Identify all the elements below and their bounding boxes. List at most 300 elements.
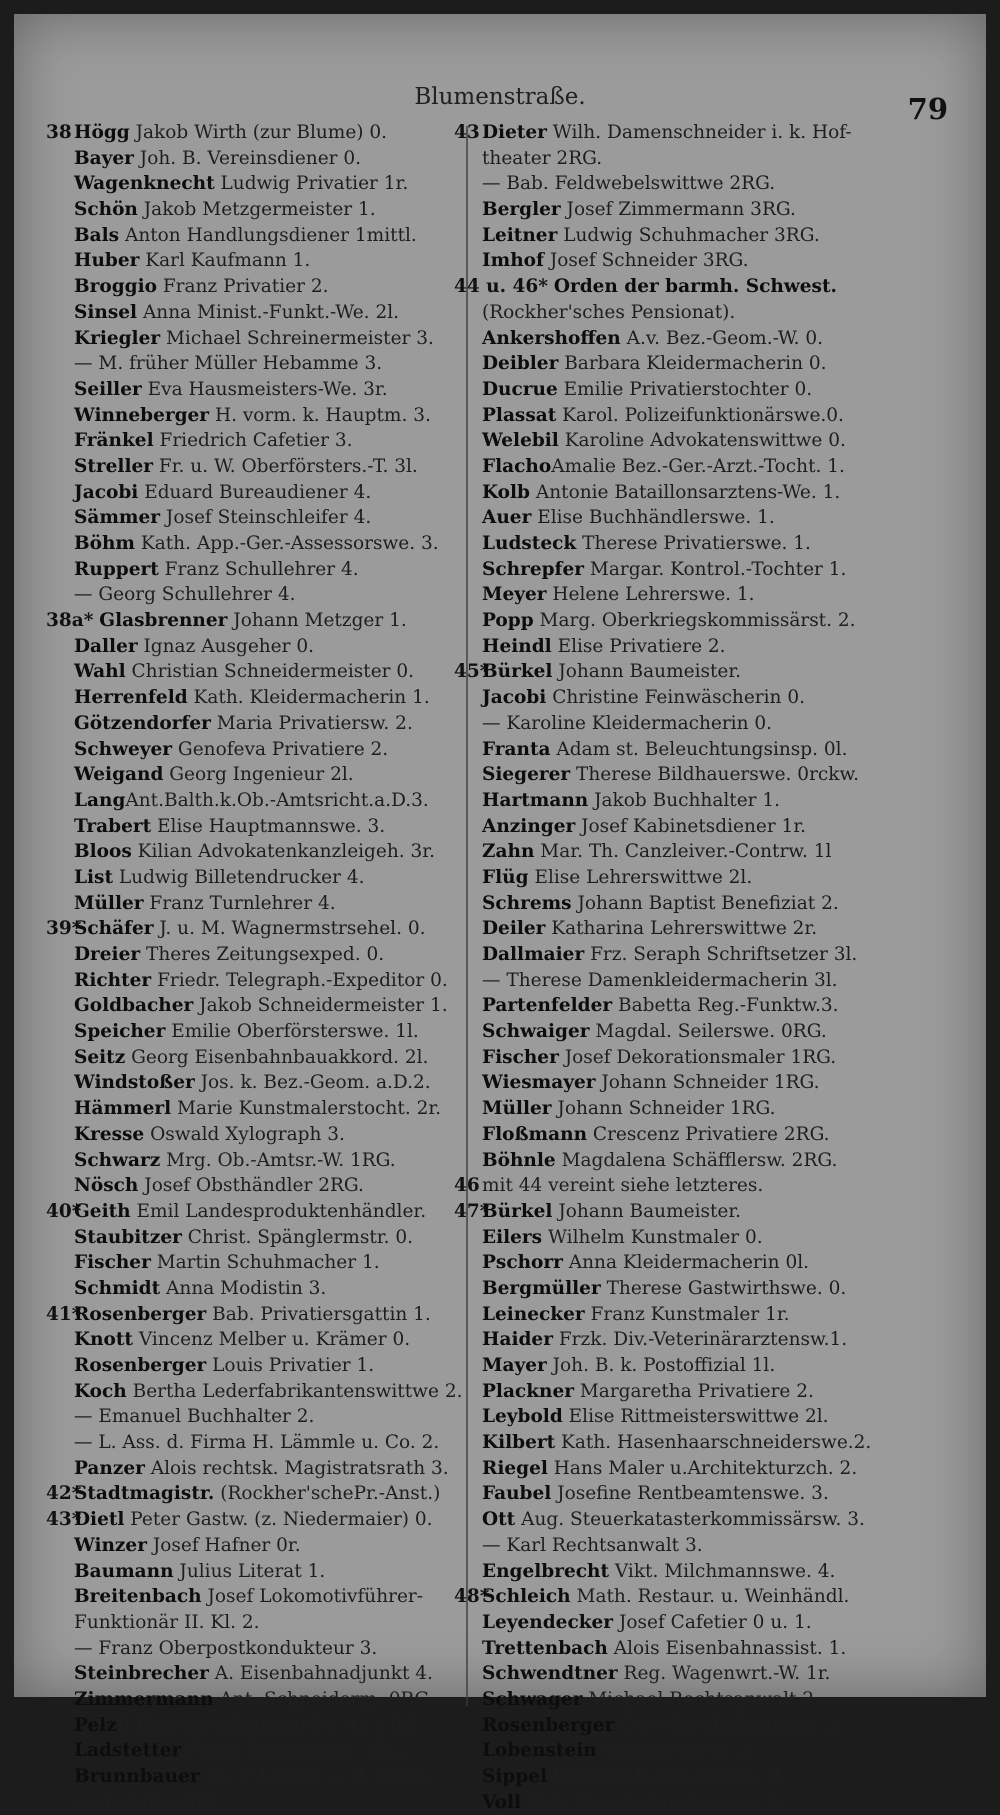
resident-details: Eduard Bureaudiener 4. bbox=[138, 481, 372, 503]
resident-surname: Speicher bbox=[74, 1021, 166, 1043]
resident-details: Kath. Kleidermacherin 1. bbox=[187, 687, 430, 709]
resident-surname: Dreier bbox=[74, 944, 141, 965]
resident-surname: Jacobi bbox=[482, 687, 547, 709]
resident-surname: Pschorr bbox=[482, 1252, 563, 1274]
directory-entry bbox=[454, 608, 944, 634]
directory-entry bbox=[454, 711, 944, 737]
directory-entry bbox=[454, 248, 944, 274]
resident-details: Frzk. Div.-Veterinärarztensw.1. bbox=[552, 1329, 848, 1351]
directory-entry bbox=[46, 814, 470, 840]
directory-entry bbox=[454, 1353, 944, 1379]
resident-surname: Flacho bbox=[482, 455, 552, 477]
resident-details: Antonie Bataillonsarztens-We. 1. bbox=[529, 481, 841, 503]
resident-surname: Schwaiger bbox=[482, 1021, 590, 1043]
resident-surname: Haider bbox=[482, 1329, 553, 1351]
directory-entry bbox=[454, 634, 944, 660]
directory-entry bbox=[46, 403, 470, 429]
resident-surname: Bals bbox=[74, 224, 120, 246]
directory-entry bbox=[46, 865, 470, 891]
resident-details: Amalie Bez.-Ger.-Arzt.-Tocht. 1. bbox=[551, 455, 845, 477]
resident-surname: Wahl bbox=[74, 661, 126, 683]
house-number: 48* bbox=[454, 1586, 490, 1608]
resident-details: Kath. App.-Ger.-Assessorswe. 3. bbox=[135, 533, 439, 554]
resident-surname: Winzer bbox=[74, 1534, 147, 1556]
directory-entry bbox=[46, 1096, 470, 1122]
resident-surname: Schrepfer bbox=[482, 558, 585, 580]
resident-surname: Riegel bbox=[482, 1457, 548, 1479]
resident-surname: Ankershoffen bbox=[482, 327, 621, 349]
directory-entry bbox=[454, 1173, 944, 1199]
resident-surname: Ladstetter bbox=[74, 1740, 182, 1762]
resident-details: Vikt. Milchmannswe. 4. bbox=[609, 1560, 836, 1582]
directory-entry bbox=[454, 1404, 944, 1430]
resident-details: Oswald Xylograph 3. bbox=[144, 1123, 345, 1145]
resident-surname: Hartmann bbox=[482, 789, 589, 811]
resident-surname: Meyer bbox=[482, 584, 547, 606]
resident-details: Ludwig Schuhmacher 3RG. bbox=[557, 224, 820, 246]
directory-entry bbox=[46, 120, 470, 146]
directory-entry bbox=[46, 1404, 470, 1430]
resident-surname: Bayer bbox=[74, 147, 134, 169]
house-number: 46 bbox=[454, 1175, 480, 1197]
resident-surname: Mayer bbox=[482, 1355, 547, 1376]
resident-details: Anna Minist.-Funkt.-We. 2l. bbox=[137, 301, 400, 323]
resident-details: J. u. M. Wagnermstrsehel. 0. bbox=[153, 918, 426, 940]
directory-entry bbox=[454, 351, 944, 377]
resident-surname: Ott bbox=[482, 1509, 516, 1531]
directory-entry bbox=[46, 377, 470, 403]
directory-entry bbox=[454, 1302, 944, 1328]
resident-surname: Panzer bbox=[74, 1457, 145, 1479]
resident-details: Margar. Kontrol.-Tochter 1. bbox=[584, 558, 847, 580]
resident-surname: Steinbrecher bbox=[74, 1663, 209, 1685]
directory-entry bbox=[454, 685, 944, 711]
directory-entry bbox=[454, 403, 944, 429]
resident-surname: Eilers bbox=[482, 1226, 543, 1248]
directory-entry bbox=[454, 942, 944, 968]
directory-entry bbox=[454, 531, 944, 557]
resident-surname: Geith bbox=[74, 1200, 131, 1222]
resident-details: Franz Kunstmaler 1r. bbox=[584, 1303, 790, 1325]
resident-surname: Götzendorfer bbox=[74, 712, 211, 734]
resident-surname: Engelbrecht bbox=[482, 1560, 609, 1582]
resident-details: theater 2RG. bbox=[482, 147, 603, 169]
resident-surname: Fischer bbox=[482, 1046, 559, 1068]
directory-entry bbox=[454, 146, 944, 172]
resident-details: Adam st. Beleuchtungsinsp. 0l. bbox=[550, 738, 848, 760]
resident-details: Jakob Buchhalter 1. bbox=[588, 789, 781, 811]
directory-entry bbox=[46, 1533, 470, 1559]
directory-entry bbox=[454, 1559, 944, 1585]
directory-entry bbox=[454, 762, 944, 788]
resident-surname: Stadtmagistr. bbox=[74, 1483, 215, 1505]
resident-details: Babetta Reg.-Funktw.3. bbox=[612, 995, 839, 1017]
resident-surname: Lang bbox=[74, 789, 126, 811]
resident-surname: Partenfelder bbox=[482, 995, 613, 1017]
resident-surname: Kolb bbox=[482, 481, 530, 503]
directory-entry bbox=[46, 480, 470, 506]
directory-entry bbox=[454, 274, 944, 300]
resident-surname: Baumann bbox=[74, 1560, 174, 1582]
resident-surname: Bergler bbox=[482, 199, 561, 221]
resident-details: Elise Lehrerswittwe 2l. bbox=[528, 866, 753, 888]
directory-entry bbox=[454, 1199, 944, 1225]
resident-details: Eva Hausmeisters-We. 3r. bbox=[141, 378, 388, 400]
directory-entry bbox=[454, 1661, 944, 1687]
resident-details: Christ. Spänglermstr. 0. bbox=[181, 1226, 413, 1248]
directory-entry bbox=[46, 1430, 470, 1456]
resident-surname: Bergmüller bbox=[482, 1277, 601, 1299]
directory-entry bbox=[46, 505, 470, 531]
house-number: 41* bbox=[46, 1303, 82, 1325]
directory-entry bbox=[46, 1353, 470, 1379]
directory-entry bbox=[46, 1250, 470, 1276]
resident-details: Karoline Advokatenswittwe 0. bbox=[558, 430, 846, 452]
directory-entry bbox=[454, 814, 944, 840]
directory-entry bbox=[46, 1713, 470, 1739]
resident-surname: Dallmaier bbox=[482, 944, 585, 965]
resident-surname: Rosenberger bbox=[74, 1355, 207, 1376]
resident-details: Wilhelm Bankkommis 3l. bbox=[547, 1766, 786, 1787]
page-number: 79 bbox=[907, 92, 948, 126]
directory-entry bbox=[454, 1764, 944, 1790]
house-number: 40* bbox=[46, 1200, 82, 1222]
resident-surname: Weigand bbox=[74, 764, 164, 786]
resident-details: Josef Zimmermann 3RG. bbox=[560, 199, 796, 221]
resident-details: Peter Gastw. (z. Niedermaier) 0. bbox=[124, 1509, 433, 1531]
resident-details: Emilie Privatierstochter 0. bbox=[557, 378, 813, 400]
resident-surname: Schwendtner bbox=[482, 1663, 618, 1685]
resident-surname: Leitner bbox=[482, 224, 558, 246]
resident-details: Georg Eisenbahnbauakkord. 2l. bbox=[125, 1046, 429, 1068]
resident-details: Joh. B. k. Postoffizial 1l. bbox=[546, 1355, 776, 1376]
resident-details: Anton Handlungsdiener 1mittl. bbox=[119, 224, 417, 246]
resident-surname: Schweyer bbox=[74, 738, 173, 760]
directory-entry bbox=[46, 1481, 470, 1507]
resident-details: Fr. u. W. Oberförsters.-T. 3l. bbox=[153, 455, 418, 477]
resident-details: Johann Schneider 1RG. bbox=[551, 1098, 776, 1120]
resident-details: Josef Cafetier 0 u. 1. bbox=[613, 1611, 812, 1633]
house-number: 43 bbox=[454, 122, 480, 143]
resident-details: Bertha Lederfabrikantenswittwe 2. bbox=[126, 1380, 463, 1402]
house-number: 38a* bbox=[46, 610, 94, 632]
directory-entry bbox=[46, 1045, 470, 1071]
resident-details: B.Herren-u.Knbngarder.-G. 1RG. bbox=[116, 1714, 423, 1736]
resident-surname: Rosenberger bbox=[482, 1714, 615, 1736]
resident-surname: Seiller bbox=[74, 378, 142, 400]
directory-entry bbox=[46, 1584, 470, 1610]
resident-surname: Auer bbox=[482, 507, 532, 529]
resident-details: Elise Hauptmannswe. 3. bbox=[151, 815, 386, 837]
resident-details: — Emanuel Buchhalter 2. bbox=[74, 1406, 315, 1428]
resident-surname: Ruppert bbox=[74, 558, 159, 580]
directory-entry bbox=[46, 1379, 470, 1405]
resident-details: Josef Lokomotivführer- bbox=[201, 1586, 424, 1608]
directory-entry bbox=[46, 531, 470, 557]
directory-entry bbox=[454, 1713, 944, 1739]
resident-surname: Böhnle bbox=[482, 1149, 556, 1171]
directory-entry bbox=[46, 1173, 470, 1199]
directory-entry bbox=[454, 223, 944, 249]
resident-details: Katharina Lehrerswittwe 2r. bbox=[545, 918, 818, 940]
resident-details: Marg. Oberkriegskommissärst. 2. bbox=[533, 610, 856, 632]
resident-details: Anna Modistin 3. bbox=[160, 1277, 327, 1299]
resident-surname: Heindl bbox=[482, 635, 552, 657]
resident-surname: Nösch bbox=[74, 1175, 139, 1197]
directory-entry bbox=[454, 1379, 944, 1405]
resident-surname: Kilbert bbox=[482, 1432, 556, 1454]
directory-entry bbox=[46, 1790, 470, 1815]
directory-entry bbox=[454, 1327, 944, 1353]
resident-surname: Kresse bbox=[74, 1123, 145, 1145]
resident-details: Crescenz Privatiere 2RG. bbox=[587, 1123, 830, 1145]
resident-details: Wilhelm Kunstmaler 0. bbox=[542, 1226, 763, 1248]
directory-entry bbox=[46, 916, 470, 942]
resident-details: Maria Privatiersw. 2. bbox=[210, 712, 413, 734]
directory-entry bbox=[454, 1481, 944, 1507]
resident-surname: Schäfer bbox=[74, 918, 154, 940]
house-number: 44 u. 46* bbox=[454, 276, 548, 298]
directory-entry bbox=[454, 1430, 944, 1456]
resident-details: Therese Gastwirthswe. 0. bbox=[600, 1277, 847, 1299]
resident-surname: List bbox=[74, 866, 113, 888]
resident-details: Friedr. Telegraph.-Expeditor 0. bbox=[151, 969, 448, 991]
directory-entry bbox=[46, 1687, 470, 1713]
resident-details: realschule 2RG. bbox=[74, 1791, 223, 1813]
resident-details: Christine Feinwäscherin 0. bbox=[546, 687, 806, 709]
resident-surname: Glasbrenner bbox=[99, 610, 228, 632]
resident-details: Josef Dekorationsmaler 1RG. bbox=[558, 1046, 837, 1068]
resident-details: Ludwig Billetendrucker 4. bbox=[113, 866, 365, 888]
resident-details: Mar. Th. Canzleiver.-Contrw. 1l bbox=[534, 841, 832, 863]
resident-details: Frz. Seraph Schriftsetzer 3l. bbox=[584, 944, 858, 965]
resident-details: Franz Turnlehrer 4. bbox=[143, 892, 336, 914]
resident-surname: Kriegler bbox=[74, 327, 161, 349]
directory-entry bbox=[46, 300, 470, 326]
directory-entry bbox=[454, 916, 944, 942]
directory-entry bbox=[46, 1738, 470, 1764]
directory-entry bbox=[454, 1456, 944, 1482]
resident-details: Ant. Schneiderm. 0RG. bbox=[213, 1688, 435, 1710]
resident-details: Karl Kaufmann 1. bbox=[139, 250, 311, 272]
directory-entry bbox=[46, 608, 470, 634]
directory-entry bbox=[454, 993, 944, 1019]
resident-details: Funktionär II. Kl. 2. bbox=[74, 1611, 260, 1633]
resident-details: Christian Schneidermeister 0. bbox=[125, 661, 415, 683]
resident-details: Georg Ingenieur 2l. bbox=[163, 764, 354, 786]
resident-details: Julius Literat 1. bbox=[173, 1560, 326, 1582]
directory-entry bbox=[454, 1507, 944, 1533]
resident-details: Emil Landesproduktenhändler. bbox=[130, 1200, 427, 1222]
resident-surname: Brunnbauer bbox=[74, 1766, 200, 1787]
resident-surname: Richter bbox=[74, 969, 152, 991]
resident-details: Vincenz Melber u. Krämer 0. bbox=[132, 1329, 411, 1351]
directory-entry bbox=[46, 428, 470, 454]
resident-surname: Bürkel bbox=[482, 1200, 553, 1222]
resident-surname: Jacobi bbox=[74, 481, 139, 503]
resident-surname: Daller bbox=[74, 635, 138, 657]
directory-entry bbox=[454, 968, 944, 994]
directory-entry bbox=[454, 1584, 944, 1610]
directory-entry bbox=[454, 582, 944, 608]
directory-entry bbox=[46, 1122, 470, 1148]
resident-details: Hans Maler u.Architekturzch. 2. bbox=[547, 1457, 858, 1479]
resident-surname: Winneberger bbox=[74, 404, 210, 426]
directory-entry bbox=[46, 839, 470, 865]
resident-surname: Franta bbox=[482, 738, 551, 760]
resident-details: Franz Privatier 2. bbox=[156, 276, 329, 298]
resident-details: — Bab. Feldwebelswittwe 2RG. bbox=[482, 173, 776, 195]
resident-surname: Orden der barmh. Schwest. bbox=[553, 276, 837, 298]
resident-details: Friedrich Cafetier 3. bbox=[153, 430, 353, 452]
directory-entry bbox=[454, 454, 944, 480]
resident-details: Jakob Wirth (zur Blume) 0. bbox=[129, 122, 388, 143]
resident-surname: Sippel bbox=[482, 1766, 548, 1787]
resident-details: Anna Kleidermacherin 0l. bbox=[562, 1252, 810, 1274]
directory-entry bbox=[454, 1687, 944, 1713]
resident-surname: Rosenberger bbox=[74, 1303, 207, 1325]
directory-entry bbox=[46, 1276, 470, 1302]
resident-details: Magdalena Schäfflersw. 2RG. bbox=[555, 1149, 838, 1171]
house-number: 39* bbox=[46, 918, 82, 940]
resident-details: Aug. Steuerkatasterkommissärsw. 3. bbox=[515, 1509, 865, 1531]
resident-details: Kath. Hasenhaarschneiderswe.2. bbox=[555, 1432, 872, 1454]
directory-entry bbox=[454, 1122, 944, 1148]
resident-surname: Sinsel bbox=[74, 301, 138, 323]
resident-details: A. Eisenbahnadjunkt 4. bbox=[208, 1663, 433, 1685]
resident-surname: Herrenfeld bbox=[74, 687, 188, 709]
directory-entry bbox=[46, 146, 470, 172]
resident-surname: Flüg bbox=[482, 866, 529, 888]
resident-details: — Franz Oberpostkondukteur 3. bbox=[74, 1637, 378, 1659]
resident-surname: Ducrue bbox=[482, 378, 558, 400]
resident-surname: Böhm bbox=[74, 533, 136, 554]
directory-entry bbox=[46, 993, 470, 1019]
directory-entry bbox=[46, 1636, 470, 1662]
resident-details: — Therese Damenkleidermacherin 3l. bbox=[482, 969, 838, 991]
resident-surname: Trettenbach bbox=[482, 1637, 608, 1659]
resident-surname: Schleich bbox=[482, 1586, 571, 1608]
resident-details: Josef Obsthändler 2RG. bbox=[138, 1175, 364, 1197]
resident-details: — Karl Rechtsanwalt 3. bbox=[482, 1534, 703, 1556]
resident-details: (Rockher'sches Pensionat). bbox=[482, 301, 736, 323]
resident-details: Michael Rechtsanwalt 2. bbox=[582, 1688, 821, 1710]
resident-details: Martin Schuhmacher 1. bbox=[150, 1252, 380, 1274]
resident-surname: Sämmer bbox=[74, 507, 161, 529]
resident-details: Johann Baptist Benefiziat 2. bbox=[571, 892, 839, 914]
house-number: 45* bbox=[454, 661, 490, 683]
resident-details: Therese Bildhauerswe. 0rckw. bbox=[570, 764, 860, 786]
resident-details: Genofeva Privatiere 2. bbox=[172, 738, 389, 760]
directory-entry bbox=[46, 968, 470, 994]
resident-details: Bab. Kunstschreinerswe. 4r. bbox=[521, 1791, 792, 1813]
directory-entry bbox=[46, 1225, 470, 1251]
resident-details: Johann Metzger 1. bbox=[227, 610, 407, 632]
resident-details: Math. Restaur. u. Weinhändl. bbox=[570, 1586, 850, 1608]
directory-entry bbox=[454, 197, 944, 223]
directory-entry bbox=[454, 865, 944, 891]
resident-surname: Dieter bbox=[482, 122, 547, 143]
resident-surname: Koch bbox=[74, 1380, 127, 1402]
directory-entry bbox=[46, 1148, 470, 1174]
directory-entry bbox=[46, 454, 470, 480]
directory-entry bbox=[454, 1070, 944, 1096]
resident-surname: Anzinger bbox=[482, 815, 576, 837]
directory-entry bbox=[454, 557, 944, 583]
left-column bbox=[46, 120, 470, 1815]
resident-surname: Floßmann bbox=[482, 1123, 588, 1145]
resident-details: Magdal. Seilerswe. 0RG. bbox=[589, 1021, 827, 1043]
directory-entry bbox=[46, 762, 470, 788]
resident-surname: Goldbacher bbox=[74, 995, 194, 1017]
resident-surname: Wiesmayer bbox=[482, 1072, 596, 1094]
resident-surname: Staubitzer bbox=[74, 1226, 182, 1248]
resident-details: Therese Privatierswe. 1. bbox=[576, 533, 811, 554]
directory-entry bbox=[46, 1610, 470, 1636]
resident-surname: Faubel bbox=[482, 1483, 552, 1505]
directory-entry bbox=[454, 120, 944, 146]
resident-details: Reg. Wagenwrt.-W. 1r. bbox=[617, 1663, 831, 1685]
directory-entry bbox=[46, 1764, 470, 1790]
resident-surname: Deiler bbox=[482, 918, 546, 940]
resident-details: — L. Ass. d. Firma H. Lämmle u. Co. 2. bbox=[74, 1432, 440, 1454]
resident-details: Wilh. Damenschneider i. k. Hof- bbox=[546, 122, 852, 143]
resident-surname: Broggio bbox=[74, 276, 157, 298]
resident-details: Bab. Privatiersgattin 1. bbox=[206, 1303, 431, 1325]
resident-surname: Breitenbach bbox=[74, 1586, 202, 1608]
resident-surname: Schwager bbox=[482, 1688, 583, 1710]
resident-details: Elise Buchhändlerswe. 1. bbox=[531, 507, 775, 529]
resident-surname: Voll bbox=[482, 1791, 522, 1813]
directory-entry bbox=[46, 1661, 470, 1687]
directory-entry bbox=[454, 1738, 944, 1764]
resident-details: Otto Geschäftsführer 3r. bbox=[614, 1714, 850, 1736]
directory-entry bbox=[46, 685, 470, 711]
resident-details: Emilie Oberförsterswe. 1l. bbox=[165, 1021, 419, 1043]
resident-surname: Popp bbox=[482, 610, 534, 632]
resident-details: Michael Schreinermeister 3. bbox=[160, 327, 434, 349]
directory-entry bbox=[46, 634, 470, 660]
resident-surname: Wagenknecht bbox=[74, 173, 215, 195]
resident-details: Ant.Balth.k.Ob.-Amtsricht.a.D.3. bbox=[125, 789, 429, 811]
directory-entry bbox=[46, 557, 470, 583]
resident-surname: Dietl bbox=[74, 1509, 125, 1531]
resident-surname: Bürkel bbox=[482, 661, 553, 683]
resident-details: Ignaz Ausgeher 0. bbox=[137, 635, 315, 657]
directory-entry bbox=[454, 891, 944, 917]
resident-details: Alois rechtsk. Magistratsrath 3. bbox=[144, 1457, 449, 1479]
resident-surname: Zimmermann bbox=[74, 1688, 214, 1710]
directory-entry bbox=[454, 1250, 944, 1276]
resident-surname: Leybold bbox=[482, 1406, 563, 1428]
resident-details: Johann Baumeister. bbox=[552, 661, 742, 683]
resident-surname: Schön bbox=[74, 199, 138, 221]
directory-entry bbox=[454, 1096, 944, 1122]
resident-details: Josef Schneider 3RG. bbox=[543, 250, 749, 272]
resident-surname: Leinecker bbox=[482, 1303, 585, 1325]
house-number: 47* bbox=[454, 1200, 490, 1222]
directory-entry bbox=[46, 326, 470, 352]
resident-surname: Lobenstein bbox=[482, 1740, 597, 1762]
resident-surname: Bloos bbox=[74, 841, 132, 863]
resident-details: Elise Rittmeisterswittwe 2l. bbox=[562, 1406, 829, 1428]
directory-entry bbox=[454, 1276, 944, 1302]
directory-entry bbox=[46, 1019, 470, 1045]
resident-details: Jakob Metzgermeister 1. bbox=[137, 199, 376, 221]
directory-entry bbox=[46, 582, 470, 608]
resident-details: — Karoline Kleidermacherin 0. bbox=[482, 712, 773, 734]
directory-entry bbox=[46, 274, 470, 300]
